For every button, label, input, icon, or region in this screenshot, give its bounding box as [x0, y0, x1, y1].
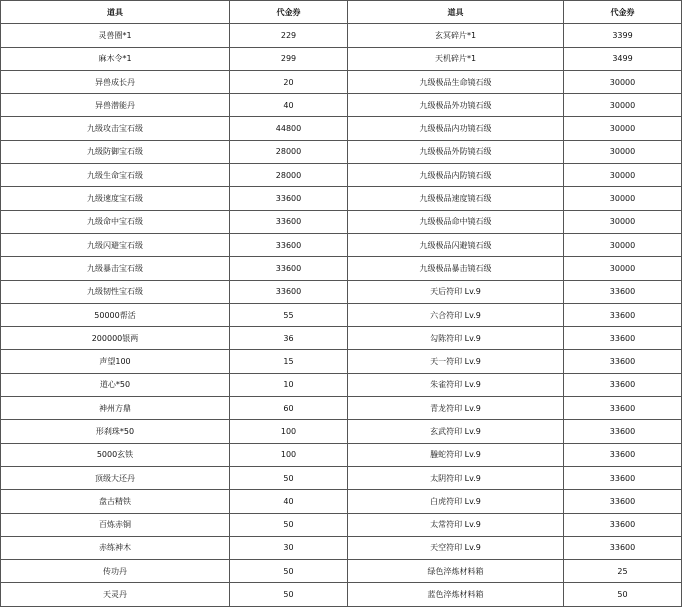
item-name-cell: 勾陈符印 Lv.9: [348, 327, 564, 350]
table-row: [1, 536, 682, 559]
voucher-price-cell: 299: [230, 47, 348, 70]
item-name-cell: 神州方鼎: [1, 397, 230, 420]
table-row: [1, 490, 682, 513]
item-name-cell: 天机碎片*1: [348, 47, 564, 70]
item-name-cell: 九级极品暴击镜石级: [348, 257, 564, 280]
voucher-price-cell: 30: [230, 536, 348, 559]
voucher-price-cell: 50: [230, 513, 348, 536]
table-row: [1, 303, 682, 326]
voucher-price-cell: 50: [230, 466, 348, 489]
table-row: [1, 164, 682, 187]
item-name-cell: 200000银两: [1, 327, 230, 350]
voucher-price-cell: 44800: [230, 117, 348, 140]
table-row: [1, 140, 682, 163]
item-name-cell: 玄武符印 Lv.9: [348, 420, 564, 443]
item-name-cell: 异兽成长丹: [1, 70, 230, 93]
voucher-price-cell: 33600: [230, 257, 348, 280]
voucher-price-cell: 100: [230, 420, 348, 443]
table-row: [1, 280, 682, 303]
table-row: [1, 466, 682, 489]
voucher-price-cell: 28000: [230, 140, 348, 163]
voucher-price-cell: 50: [230, 583, 348, 606]
item-name-cell: 天一符印 Lv.9: [348, 350, 564, 373]
voucher-price-cell: 55: [230, 303, 348, 326]
item-name-cell: 九级攻击宝石级: [1, 117, 230, 140]
voucher-price-cell: 33600: [564, 280, 682, 303]
voucher-price-cell: 33600: [564, 490, 682, 513]
header-voucher: 代金券: [230, 1, 348, 24]
item-name-cell: 朱雀符印 Lv.9: [348, 373, 564, 396]
item-name-cell: 传功丹: [1, 560, 230, 583]
item-name-cell: 九级暴击宝石级: [1, 257, 230, 280]
table-row: [1, 513, 682, 536]
voucher-price-cell: 33600: [564, 303, 682, 326]
voucher-price-cell: 30000: [564, 210, 682, 233]
item-name-cell: 天后符印 Lv.9: [348, 280, 564, 303]
voucher-price-cell: 33600: [230, 233, 348, 256]
voucher-price-cell: 33600: [230, 280, 348, 303]
item-name-cell: 螣蛇符印 Lv.9: [348, 443, 564, 466]
voucher-price-cell: 60: [230, 397, 348, 420]
item-name-cell: 顶级大还丹: [1, 466, 230, 489]
item-name-cell: 六合符印 Lv.9: [348, 303, 564, 326]
voucher-price-cell: 36: [230, 327, 348, 350]
item-name-cell: 九级速度宝石级: [1, 187, 230, 210]
item-name-cell: 九级极品外防镜石级: [348, 140, 564, 163]
voucher-price-cell: 33600: [564, 466, 682, 489]
table-row: [1, 373, 682, 396]
item-name-cell: 太常符印 Lv.9: [348, 513, 564, 536]
table-row: [1, 94, 682, 117]
voucher-price-cell: 30000: [564, 233, 682, 256]
voucher-price-cell: 50: [230, 560, 348, 583]
voucher-price-cell: 33600: [564, 513, 682, 536]
voucher-price-cell: 30000: [564, 117, 682, 140]
table-row: [1, 117, 682, 140]
table-row: [1, 70, 682, 93]
item-name-cell: 声望100: [1, 350, 230, 373]
table-row: [1, 350, 682, 373]
item-name-cell: 九级极品命中镜石级: [348, 210, 564, 233]
item-name-cell: 天空符印 Lv.9: [348, 536, 564, 559]
voucher-price-cell: 20: [230, 70, 348, 93]
item-name-cell: 九级极品闪避镜石级: [348, 233, 564, 256]
voucher-price-cell: 33600: [564, 327, 682, 350]
voucher-price-cell: 3499: [564, 47, 682, 70]
table-row: [1, 257, 682, 280]
voucher-price-cell: 33600: [564, 350, 682, 373]
item-name-cell: 白虎符印 Lv.9: [348, 490, 564, 513]
table-row: [1, 327, 682, 350]
table-row: [1, 233, 682, 256]
header-item: 道具: [1, 1, 230, 24]
item-name-cell: 麻木令*1: [1, 47, 230, 70]
item-name-cell: 九级极品生命镜石级: [348, 70, 564, 93]
voucher-price-cell: 100: [230, 443, 348, 466]
table-body: [1, 24, 682, 606]
voucher-price-cell: 10: [230, 373, 348, 396]
item-name-cell: 九级极品内防镜石级: [348, 164, 564, 187]
voucher-price-cell: 30000: [564, 164, 682, 187]
table-row: [1, 583, 682, 606]
item-name-cell: 蓝色淬炼材料箱: [348, 583, 564, 606]
voucher-price-cell: 33600: [230, 187, 348, 210]
item-name-cell: 盘古精铁: [1, 490, 230, 513]
item-name-cell: 九级命中宝石级: [1, 210, 230, 233]
item-name-cell: 九级防御宝石级: [1, 140, 230, 163]
table-row: [1, 47, 682, 70]
item-name-cell: 5000玄铁: [1, 443, 230, 466]
header-row: [1, 1, 682, 24]
voucher-price-cell: 50: [564, 583, 682, 606]
item-name-cell: 青龙符印 Lv.9: [348, 397, 564, 420]
voucher-price-cell: 30000: [564, 70, 682, 93]
table-row: [1, 210, 682, 233]
table-row: [1, 187, 682, 210]
item-name-cell: 50000帮活: [1, 303, 230, 326]
item-name-cell: 道心*50: [1, 373, 230, 396]
voucher-price-cell: 33600: [564, 373, 682, 396]
voucher-price-cell: 30000: [564, 187, 682, 210]
voucher-price-cell: 25: [564, 560, 682, 583]
header-item: 道具: [348, 1, 564, 24]
header-voucher: 代金券: [564, 1, 682, 24]
table-row: [1, 24, 682, 47]
voucher-price-cell: 33600: [230, 210, 348, 233]
item-name-cell: 形刹珠*50: [1, 420, 230, 443]
table-row: [1, 420, 682, 443]
item-name-cell: 九级极品外功镜石级: [348, 94, 564, 117]
voucher-price-cell: 33600: [564, 420, 682, 443]
table-row: [1, 443, 682, 466]
voucher-price-cell: 33600: [564, 443, 682, 466]
table-row: [1, 560, 682, 583]
item-name-cell: 九级韧性宝石级: [1, 280, 230, 303]
voucher-price-cell: 40: [230, 490, 348, 513]
item-name-cell: 赤练神木: [1, 536, 230, 559]
item-name-cell: 异兽潜能丹: [1, 94, 230, 117]
voucher-price-cell: 33600: [564, 397, 682, 420]
table-row: [1, 397, 682, 420]
voucher-price-cell: 15: [230, 350, 348, 373]
voucher-price-cell: 33600: [564, 536, 682, 559]
voucher-price-cell: 229: [230, 24, 348, 47]
item-name-cell: 天灵丹: [1, 583, 230, 606]
item-name-cell: 灵兽圈*1: [1, 24, 230, 47]
item-name-cell: 玄冥碎片*1: [348, 24, 564, 47]
item-name-cell: 九级生命宝石级: [1, 164, 230, 187]
voucher-price-cell: 30000: [564, 257, 682, 280]
voucher-price-cell: 3399: [564, 24, 682, 47]
item-name-cell: 百炼赤铜: [1, 513, 230, 536]
voucher-price-cell: 40: [230, 94, 348, 117]
item-name-cell: 九级闪避宝石级: [1, 233, 230, 256]
voucher-price-cell: 30000: [564, 140, 682, 163]
item-name-cell: 九级极品速度镜石级: [348, 187, 564, 210]
item-name-cell: 太阴符印 Lv.9: [348, 466, 564, 489]
voucher-price-cell: 30000: [564, 94, 682, 117]
voucher-price-cell: 28000: [230, 164, 348, 187]
item-name-cell: 绿色淬炼材料箱: [348, 560, 564, 583]
item-name-cell: 九级极品内功镜石级: [348, 117, 564, 140]
